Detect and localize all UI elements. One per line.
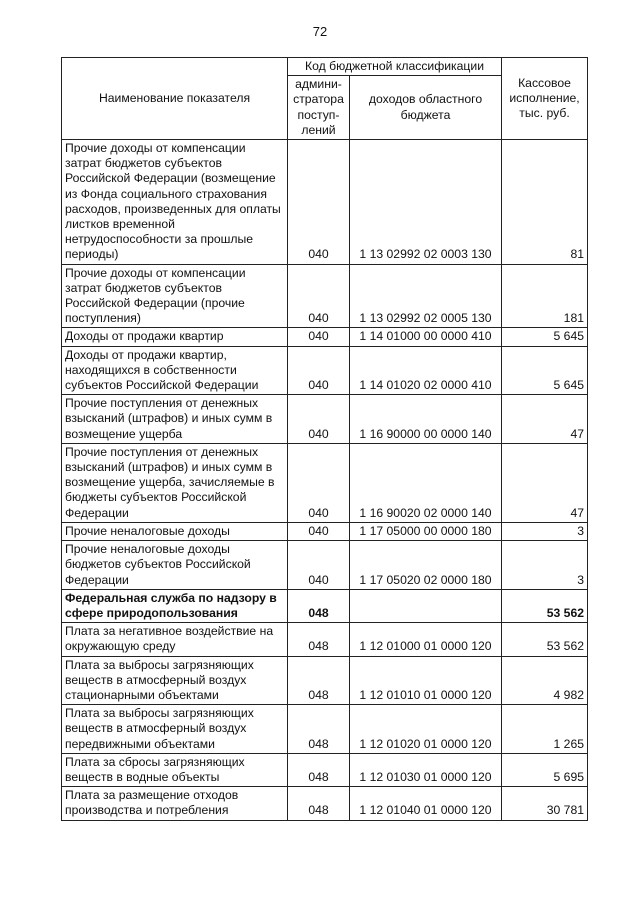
amount-cell: 81 xyxy=(502,140,588,265)
name-cell: Доходы от продажи квартир xyxy=(62,328,288,346)
table-row xyxy=(62,705,588,754)
admin-code-cell: 040 xyxy=(288,443,350,522)
admin-code-cell: 048 xyxy=(288,656,350,705)
name-cell: Прочие неналоговые доходы xyxy=(62,522,288,540)
header-admin: админи-стратора поступ-лений xyxy=(288,76,350,140)
admin-code-cell: 048 xyxy=(288,787,350,820)
amount-cell: 3 xyxy=(502,522,588,540)
header-income: доходов областного бюджета xyxy=(350,76,502,140)
budget-code-cell: 1 12 01030 01 0000 120 xyxy=(350,753,502,786)
name-cell: Прочие доходы от компенсации затрат бюджетов субъектов Российской Федерации (возмещение из Фонда социального страхования расходов, произведенных для оплаты листков временной нетрудоспособности за прошлые периоды) xyxy=(62,140,288,265)
amount-cell: 53 562 xyxy=(502,623,588,656)
admin-code-cell: 040 xyxy=(288,264,350,328)
table-row xyxy=(62,787,588,820)
admin-code-cell: 040 xyxy=(288,346,350,395)
header-name: Наименование показателя xyxy=(62,58,288,140)
name-cell: Прочие поступления от денежных взысканий (штрафов) и иных сумм в возмещение ущерба xyxy=(62,395,288,444)
table-row xyxy=(62,395,588,444)
name-cell: Прочие поступления от денежных взысканий (штрафов) и иных сумм в возмещение ущерба, зачисляемые в бюджеты субъектов Российской Федерации xyxy=(62,443,288,522)
table-row xyxy=(62,140,588,265)
amount-cell: 1 265 xyxy=(502,705,588,754)
budget-code-cell: 1 16 90000 00 0000 140 xyxy=(350,395,502,444)
admin-code-cell: 040 xyxy=(288,328,350,346)
admin-code-cell: 040 xyxy=(288,140,350,265)
table-row xyxy=(62,522,588,540)
table-body xyxy=(62,140,588,821)
table-row xyxy=(62,346,588,395)
amount-cell: 47 xyxy=(502,395,588,444)
admin-code-cell: 048 xyxy=(288,705,350,754)
budget-table xyxy=(61,57,588,821)
budget-code-cell: 1 13 02992 02 0005 130 xyxy=(350,264,502,328)
header-amount: Кассовое исполнение, тыс. руб. xyxy=(502,58,588,140)
budget-code-cell: 1 16 90020 02 0000 140 xyxy=(350,443,502,522)
table-row xyxy=(62,328,588,346)
amount-cell: 47 xyxy=(502,443,588,522)
name-cell: Прочие доходы от компенсации затрат бюджетов субъектов Российской Федерации (прочие поступления) xyxy=(62,264,288,328)
admin-code-cell: 048 xyxy=(288,753,350,786)
table-row xyxy=(62,541,588,590)
name-cell: Доходы от продажи квартир, находящихся в собственности субъектов Российской Федерации xyxy=(62,346,288,395)
admin-code-cell: 048 xyxy=(288,623,350,656)
table-header xyxy=(62,58,588,140)
amount-cell: 181 xyxy=(502,264,588,328)
name-cell: Плата за сбросы загрязняющих веществ в водные объекты xyxy=(62,753,288,786)
table-row xyxy=(62,589,588,622)
page-number: 72 xyxy=(312,24,328,39)
amount-cell: 5 645 xyxy=(502,346,588,395)
budget-code-cell: 1 12 01020 01 0000 120 xyxy=(350,705,502,754)
budget-code-cell: 1 14 01020 02 0000 410 xyxy=(350,346,502,395)
budget-code-cell: 1 17 05020 02 0000 180 xyxy=(350,541,502,590)
table-row xyxy=(62,623,588,656)
budget-code-cell xyxy=(350,589,502,622)
amount-cell: 3 xyxy=(502,541,588,590)
admin-code-cell: 048 xyxy=(288,589,350,622)
name-cell: Плата за выбросы загрязняющих веществ в атмосферный воздух передвижными объектами xyxy=(62,705,288,754)
header-classification: Код бюджетной классификации xyxy=(288,58,502,76)
table-row xyxy=(62,264,588,328)
budget-code-cell: 1 12 01010 01 0000 120 xyxy=(350,656,502,705)
name-cell: Плата за размещение отходов производства и потребления xyxy=(62,787,288,820)
budget-code-cell: 1 12 01040 01 0000 120 xyxy=(350,787,502,820)
budget-code-cell: 1 14 01000 00 0000 410 xyxy=(350,328,502,346)
table-row xyxy=(62,443,588,522)
amount-cell: 5 695 xyxy=(502,753,588,786)
name-cell: Плата за выбросы загрязняющих веществ в атмосферный воздух стационарными объектами xyxy=(62,656,288,705)
admin-code-cell: 040 xyxy=(288,541,350,590)
table-row xyxy=(62,753,588,786)
table-row xyxy=(62,656,588,705)
name-cell: Федеральная служба по надзору в сфере природопользования xyxy=(62,589,288,622)
amount-cell: 5 645 xyxy=(502,328,588,346)
amount-cell: 53 562 xyxy=(502,589,588,622)
amount-cell: 4 982 xyxy=(502,656,588,705)
budget-code-cell: 1 13 02992 02 0003 130 xyxy=(350,140,502,265)
admin-code-cell: 040 xyxy=(288,395,350,444)
budget-code-cell: 1 12 01000 01 0000 120 xyxy=(350,623,502,656)
admin-code-cell: 040 xyxy=(288,522,350,540)
amount-cell: 30 781 xyxy=(502,787,588,820)
budget-code-cell: 1 17 05000 00 0000 180 xyxy=(350,522,502,540)
name-cell: Плата за негативное воздействие на окружающую среду xyxy=(62,623,288,656)
name-cell: Прочие неналоговые доходы бюджетов субъектов Российской Федерации xyxy=(62,541,288,590)
